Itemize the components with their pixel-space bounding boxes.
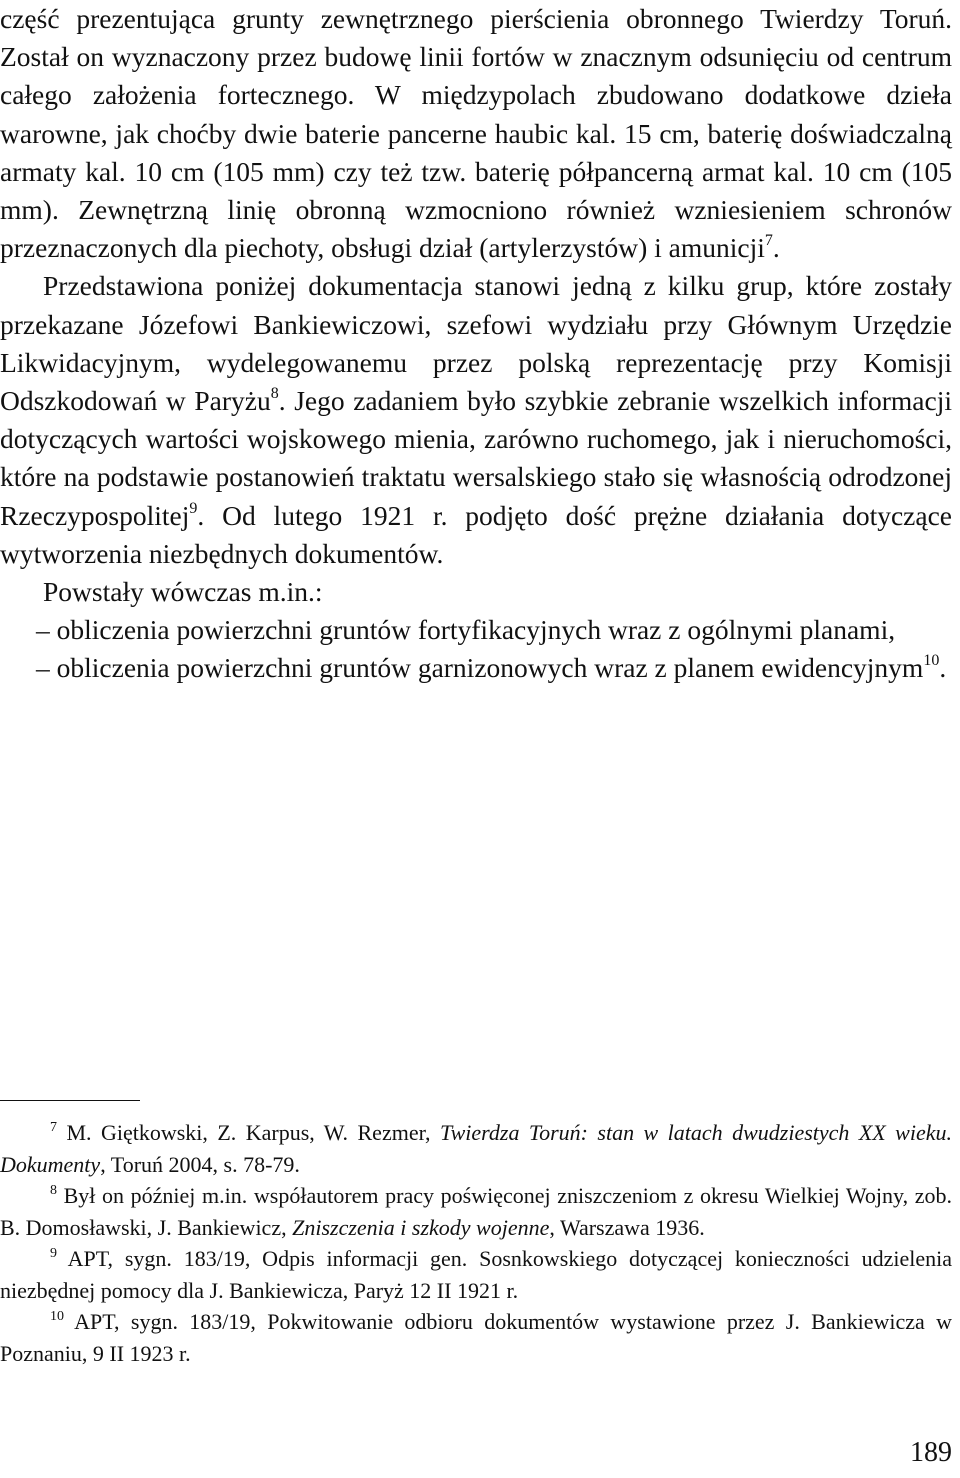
footnote-separator [0,1100,140,1101]
paragraph-documentation [0,267,952,573]
footnote-title: Zniszczenia i szkody wojenne [292,1214,550,1240]
footnote-9 [0,1243,952,1306]
dash-bullet: – [36,652,50,684]
list-item-text: obliczenia powierzchni gruntów garnizonowych wraz z planem ewidencyjnym [56,652,924,684]
footnote-title: Twierdza Toruń: stan w latach dwudziestych XX wieku. Dokumenty [0,1120,953,1177]
footnotes [0,1117,952,1369]
footnote-8 [0,1180,952,1243]
paragraph-fortifications [0,0,952,267]
footnote-text: APT, sygn. 183/19, Odpis informacji gen. Sosnkowskiego dotyczącej konieczności udzielenia niezbędnej pomocy dla J. Bankiewicza, Paryż 12 II 1921 r. [0,1246,952,1303]
list-item [0,611,952,649]
paragraph-text: . Od lutego 1921 r. podjęto dość prężne działania dotyczące wytworzenia niezbędnych dokumentów. [0,499,952,569]
list-item [0,649,952,687]
list-item-text: obliczenia powierzchni gruntów fortyfikacyjnych wraz z ogólnymi planami, [56,614,896,646]
paragraph-text: część prezentująca grunty zewnętrznego pierścienia obronnego Twierdzy Toruń. Został on wyznaczony przez budowę linii fortów w znacznym odsunięciu od centrum całego założenia fortecznego. W międzypolach zbudowano dodatkowe dzieła warowne, jak choćby dwie baterie pancerne haubic kal. 15 cm, baterię doświadczalną armaty kal. 10 cm (105 mm) czy też tzw. baterię półpancerną armat kal. 10 cm (105 mm). Zewnętrzną linię obronną wzmocniono również wzniesieniem schronów przeznaczonych dla piechoty, obsługi dział (artylerzystów) i amunicji [0,3,952,264]
main-text [0,0,952,688]
footnote-number: 7 [50,1120,57,1135]
paragraph-list-intro: Powstały wówczas m.in.: [43,576,323,608]
footnote-ref-10: 10 [923,652,940,670]
footnote-text: Był on później m.in. współautorem pracy poświęconej zniszczeniom z okresu Wielkiej Wojny, zob. B. Domosławski, J. Bankiewicz, [0,1183,952,1240]
page-number: 189 [910,1437,952,1468]
footnote-number: 9 [50,1246,57,1261]
footnote-text: , Warszawa 1936. [549,1214,705,1240]
footnote-ref-9: 9 [189,499,198,517]
footnote-number: 10 [50,1309,64,1324]
paragraph-text: Przedstawiona poniżej dokumentacja stanowi jedną z kilku grup, które zostały przekazane Józefowi Bankiewiczowi, szefowi wydziału przy Głównym Urzędzie Likwidacyjnym, wydelegowanemu przez polską reprezentację przy Komisji Odszkodowań w Paryżu [0,270,952,417]
footnote-ref-7: 7 [764,232,773,250]
footnote-number: 8 [50,1183,57,1198]
footnote-10 [0,1306,952,1369]
list-item-text: . [939,652,947,684]
footnote-text: APT, sygn. 183/19, Pokwitowanie odbioru dokumentów wystawione przez J. Bankiewicza w Poznaniu, 9 II 1923 r. [0,1309,952,1366]
footnote-text: , Toruń 2004, s. 78-79. [100,1151,300,1177]
paragraph-text: . [772,232,780,264]
footnote-ref-8: 8 [270,385,279,403]
footnote-7 [0,1117,952,1180]
paragraph-text: . Jego zadaniem było szybkie zebranie wszelkich informacji dotyczących wartości wojskowego mienia, zarówno ruchomego, jak i nieruchomości, które na podstawie postanowień traktatu wersalskiego stało się własnością odrodzonej Rzeczypospolitej [0,385,952,531]
dash-bullet: – [36,614,50,646]
footnote-text: M. Giętkowski, Z. Karpus, W. Rezmer, [66,1120,440,1145]
